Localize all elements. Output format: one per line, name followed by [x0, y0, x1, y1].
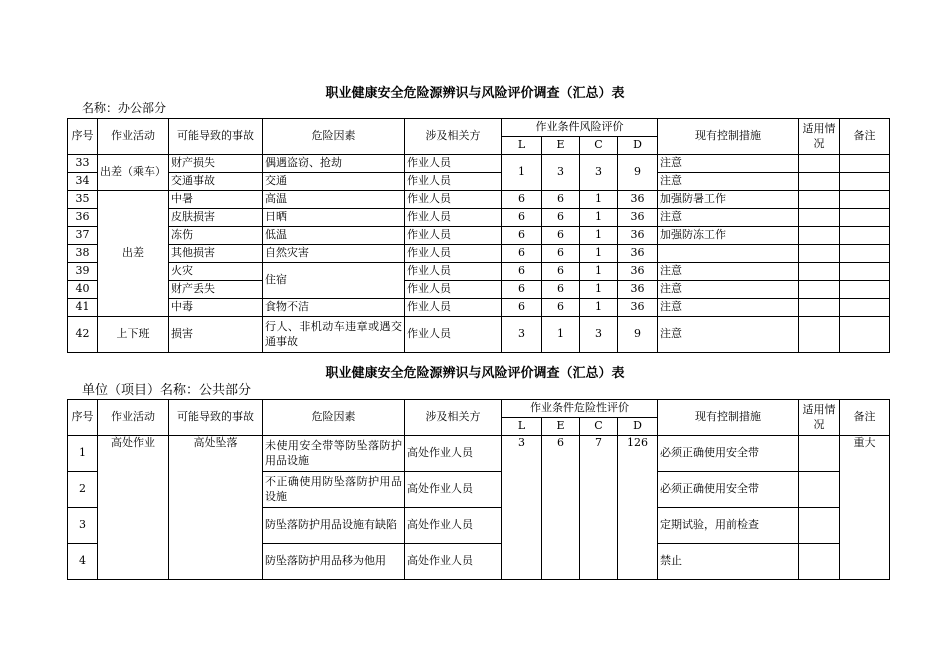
hazard-cell: 日晒: [263, 209, 405, 227]
E-cell: 6: [542, 299, 580, 317]
party-cell: 作业人员: [405, 191, 502, 209]
applicable-cell: [799, 508, 840, 544]
accident-cell: 火灾: [169, 263, 263, 281]
control-cell: 注意: [658, 299, 799, 317]
party-cell: 作业人员: [405, 173, 502, 191]
header-hazard: 危险因素: [263, 400, 405, 436]
accident-cell: 中毒: [169, 299, 263, 317]
applicable-cell: [799, 191, 840, 209]
header-C: C: [580, 418, 618, 436]
L-cell: 6: [502, 209, 542, 227]
control-cell: 注意: [658, 209, 799, 227]
E-cell: 6: [542, 263, 580, 281]
accident-cell: 其他损害: [169, 245, 263, 263]
table-row: [68, 173, 890, 191]
D-cell: 36: [618, 209, 658, 227]
remark-cell: [840, 209, 890, 227]
header-L: L: [502, 418, 542, 436]
header-E: E: [542, 137, 580, 155]
applicable-cell: [799, 245, 840, 263]
table-row: [68, 317, 890, 353]
applicable-cell: [799, 544, 840, 580]
L-cell: 6: [502, 299, 542, 317]
party-cell: 作业人员: [405, 299, 502, 317]
header-seq: 序号: [68, 400, 98, 436]
table-row: [68, 191, 890, 209]
D-cell: 36: [618, 191, 658, 209]
remark-cell: [840, 299, 890, 317]
E-cell: 6: [542, 227, 580, 245]
table2-title: 职业健康安全危险源辨识与风险评价调查（汇总）表: [325, 366, 625, 381]
seq-cell: 40: [68, 281, 98, 299]
applicable-cell: [799, 209, 840, 227]
remark-cell: 重大: [840, 436, 890, 580]
accident-cell: 财产损失: [169, 155, 263, 173]
seq-cell: 39: [68, 263, 98, 281]
header-D: D: [618, 137, 658, 155]
risk-table-public: [67, 399, 890, 580]
accident-cell: 交通事故: [169, 173, 263, 191]
activity-cell: 高处作业: [98, 436, 169, 580]
applicable-cell: [799, 281, 840, 299]
header-hazard: 危险因素: [263, 119, 405, 155]
hazard-cell: 防坠落防护用品移为他用: [263, 544, 405, 580]
party-cell: 作业人员: [405, 281, 502, 299]
applicable-cell: [799, 317, 840, 353]
D-cell: 126: [618, 436, 658, 580]
header-seq: 序号: [68, 119, 98, 155]
hazard-cell: 不正确使用防坠落防护用品设施: [263, 472, 405, 508]
control-cell: 必须正确使用安全带: [658, 436, 799, 472]
remark-cell: [840, 155, 890, 173]
C-cell: 3: [580, 317, 618, 353]
D-cell: 9: [618, 155, 658, 191]
E-cell: 6: [542, 209, 580, 227]
E-cell: 6: [542, 281, 580, 299]
remark-cell: [840, 173, 890, 191]
remark-cell: [840, 281, 890, 299]
control-cell: 注意: [658, 281, 799, 299]
E-cell: 6: [542, 191, 580, 209]
header-party: 涉及相关方: [405, 119, 502, 155]
L-cell: 1: [502, 155, 542, 191]
activity-cell: 出差: [98, 191, 169, 317]
applicable-cell: [799, 472, 840, 508]
seq-cell: 37: [68, 227, 98, 245]
table1-subtitle: 名称：办公部分: [82, 101, 167, 115]
header-row: [68, 119, 890, 137]
table-row: [68, 227, 890, 245]
C-cell: 1: [580, 227, 618, 245]
table-row: [68, 209, 890, 227]
header-applicable: 适用情况: [799, 400, 840, 436]
D-cell: 36: [618, 227, 658, 245]
hazard-cell: 自然灾害: [263, 245, 405, 263]
control-cell: 禁止: [658, 544, 799, 580]
E-cell: 6: [542, 245, 580, 263]
seq-cell: 33: [68, 155, 98, 173]
L-cell: 3: [502, 436, 542, 580]
applicable-cell: [799, 173, 840, 191]
control-cell: 注意: [658, 155, 799, 173]
hazard-cell: 高温: [263, 191, 405, 209]
hazard-cell: 住宿: [263, 263, 405, 299]
accident-cell: 财产丢失: [169, 281, 263, 299]
remark-cell: [840, 317, 890, 353]
control-cell: 必须正确使用安全带: [658, 472, 799, 508]
applicable-cell: [799, 155, 840, 173]
seq-cell: 34: [68, 173, 98, 191]
applicable-cell: [799, 436, 840, 472]
header-L: L: [502, 137, 542, 155]
header-E: E: [542, 418, 580, 436]
seq-cell: 35: [68, 191, 98, 209]
control-cell: [658, 245, 799, 263]
activity-cell: 上下班: [98, 317, 169, 353]
C-cell: 1: [580, 245, 618, 263]
applicable-cell: [799, 299, 840, 317]
header-remark: 备注: [840, 400, 890, 436]
party-cell: 作业人员: [405, 155, 502, 173]
hazard-cell: 食物不洁: [263, 299, 405, 317]
hazard-cell: 防坠落防护用品设施有缺陷: [263, 508, 405, 544]
header-accident: 可能导致的事故: [169, 400, 263, 436]
L-cell: 6: [502, 227, 542, 245]
accident-cell: 高处坠落: [169, 436, 263, 580]
header-applicable: 适用情况: [799, 119, 840, 155]
D-cell: 36: [618, 245, 658, 263]
E-cell: 3: [542, 155, 580, 191]
header-control: 现有控制措施: [658, 119, 799, 155]
C-cell: 3: [580, 155, 618, 191]
table2-subtitle: 单位（项目）名称：公共部分: [82, 383, 252, 398]
accident-cell: 冻伤: [169, 227, 263, 245]
remark-cell: [840, 227, 890, 245]
L-cell: 6: [502, 281, 542, 299]
table-row: [68, 245, 890, 263]
control-cell: 注意: [658, 263, 799, 281]
L-cell: 3: [502, 317, 542, 353]
header-eval: 作业条件危险性评价: [502, 400, 658, 418]
hazard-cell: 行人、非机动车违章或遇交通事故: [263, 317, 405, 353]
seq-cell: 36: [68, 209, 98, 227]
party-cell: 作业人员: [405, 263, 502, 281]
L-cell: 6: [502, 191, 542, 209]
E-cell: 6: [542, 436, 580, 580]
party-cell: 作业人员: [405, 209, 502, 227]
header-accident: 可能导致的事故: [169, 119, 263, 155]
control-cell: 注意: [658, 317, 799, 353]
hazard-cell: 偶遇盗窃、抢劫: [263, 155, 405, 173]
applicable-cell: [799, 227, 840, 245]
table-row: [68, 155, 890, 173]
header-party: 涉及相关方: [405, 400, 502, 436]
seq-cell: 2: [68, 472, 98, 508]
hazard-cell: 交通: [263, 173, 405, 191]
L-cell: 6: [502, 263, 542, 281]
table-row: [68, 436, 890, 472]
activity-cell: 出差（乘车）: [98, 155, 169, 191]
E-cell: 1: [542, 317, 580, 353]
header-activity: 作业活动: [98, 119, 169, 155]
header-C: C: [580, 137, 618, 155]
applicable-cell: [799, 263, 840, 281]
header-activity: 作业活动: [98, 400, 169, 436]
header-control: 现有控制措施: [658, 400, 799, 436]
D-cell: 36: [618, 263, 658, 281]
table-row: [68, 281, 890, 299]
seq-cell: 38: [68, 245, 98, 263]
remark-cell: [840, 191, 890, 209]
table-row: [68, 299, 890, 317]
seq-cell: 3: [68, 508, 98, 544]
C-cell: 1: [580, 209, 618, 227]
header-D: D: [618, 418, 658, 436]
party-cell: 作业人员: [405, 317, 502, 353]
header-row: [68, 400, 890, 418]
hazard-cell: 未使用安全带等防坠落防护用品设施: [263, 436, 405, 472]
C-cell: 7: [580, 436, 618, 580]
L-cell: 6: [502, 245, 542, 263]
header-eval: 作业条件风险评价: [502, 119, 658, 137]
accident-cell: 中暑: [169, 191, 263, 209]
seq-cell: 41: [68, 299, 98, 317]
party-cell: 作业人员: [405, 245, 502, 263]
control-cell: 定期试验，用前检查: [658, 508, 799, 544]
accident-cell: 损害: [169, 317, 263, 353]
seq-cell: 4: [68, 544, 98, 580]
seq-cell: 1: [68, 436, 98, 472]
C-cell: 1: [580, 281, 618, 299]
D-cell: 36: [618, 281, 658, 299]
table1-title: 职业健康安全危险源辨识与风险评价调查（汇总）表: [325, 86, 625, 101]
D-cell: 36: [618, 299, 658, 317]
party-cell: 高处作业人员: [405, 544, 502, 580]
accident-cell: 皮肤损害: [169, 209, 263, 227]
control-cell: 注意: [658, 173, 799, 191]
D-cell: 9: [618, 317, 658, 353]
control-cell: 加强防冻工作: [658, 227, 799, 245]
party-cell: 作业人员: [405, 227, 502, 245]
C-cell: 1: [580, 263, 618, 281]
seq-cell: 42: [68, 317, 98, 353]
control-cell: 加强防暑工作: [658, 191, 799, 209]
party-cell: 高处作业人员: [405, 508, 502, 544]
C-cell: 1: [580, 299, 618, 317]
remark-cell: [840, 263, 890, 281]
risk-table-office: [67, 118, 890, 353]
hazard-cell: 低温: [263, 227, 405, 245]
C-cell: 1: [580, 191, 618, 209]
party-cell: 高处作业人员: [405, 472, 502, 508]
header-remark: 备注: [840, 119, 890, 155]
party-cell: 高处作业人员: [405, 436, 502, 472]
remark-cell: [840, 245, 890, 263]
table-row: [68, 263, 890, 281]
